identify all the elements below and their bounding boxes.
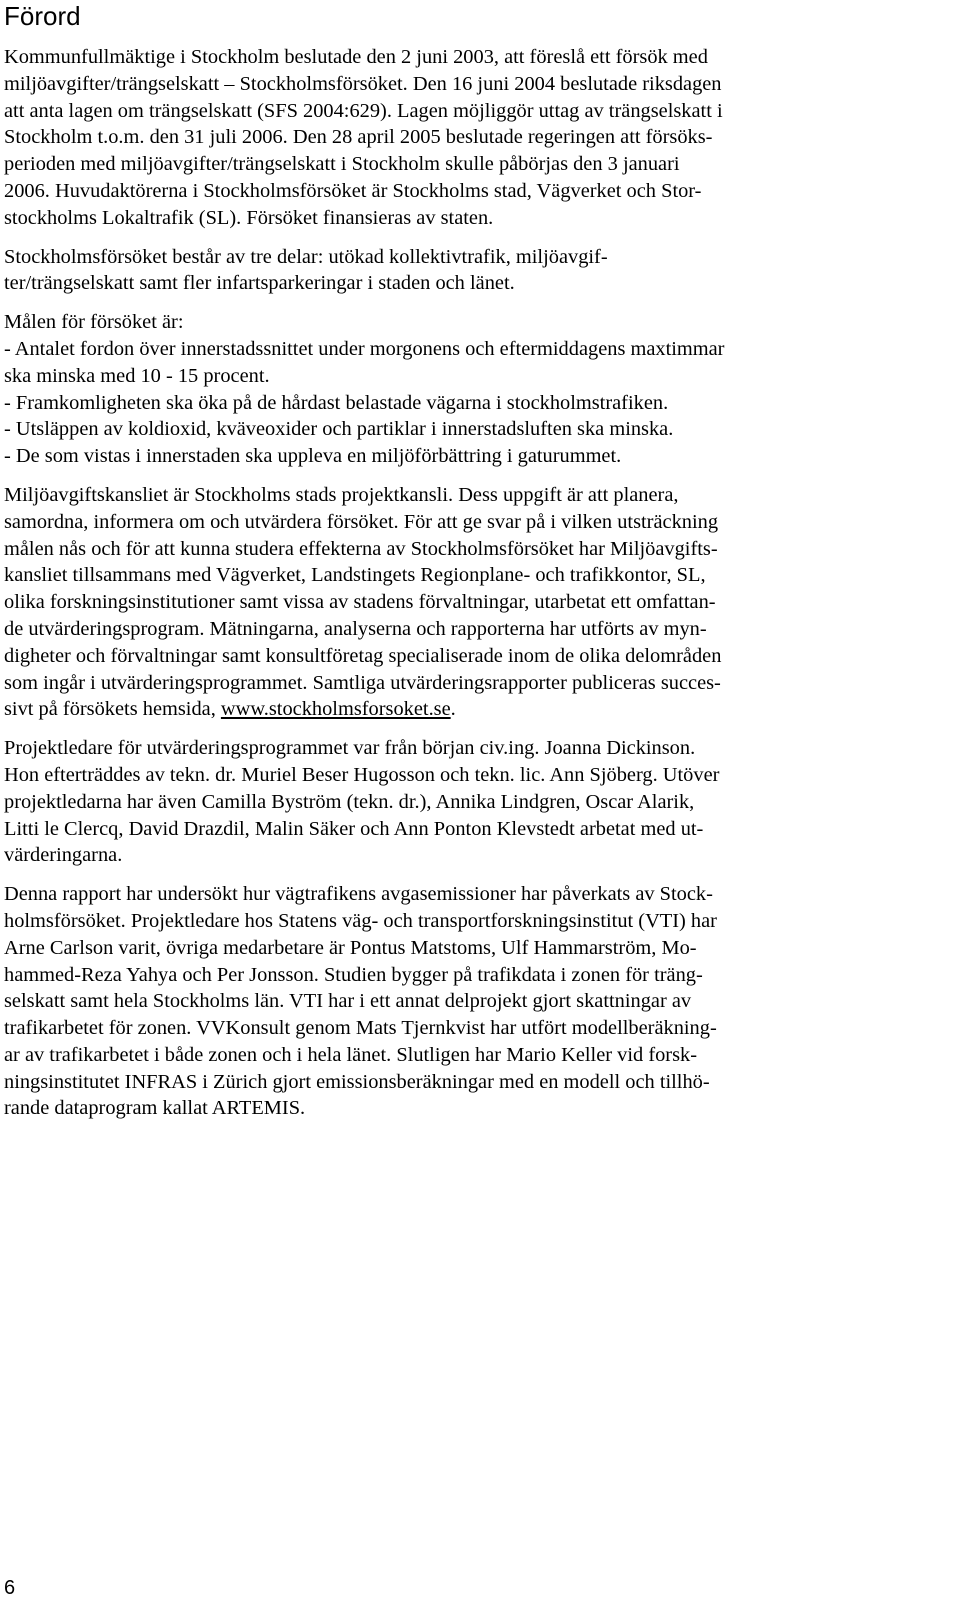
website-suffix: . [450, 698, 456, 721]
text-line: holmsförsöket. Projektledare hos Statens väg- och transportforskningsinstitut (VTI) har [4, 909, 717, 932]
text-line: Stockholm t.o.m. den 31 juli 2006. Den 28 april 2005 beslutade regeringen att försöks- [4, 126, 713, 149]
text-line: som ingår i utvärderingsprogrammet. Samtliga utvärderingsrapporter publiceras succes- [4, 671, 721, 694]
text-line: rande dataprogram kallat ARTEMIS. [4, 1097, 306, 1120]
text-line: värderingarna. [4, 844, 123, 867]
text-line: ar av trafikarbetet i både zonen och i hela länet. Slutligen har Mario Keller vid forsk- [4, 1043, 698, 1066]
text-line: olika forskningsinstitutioner samt vissa av stadens förvaltningar, utarbetat ett omfattan- [4, 591, 716, 614]
text-line: ter/trängselskatt samt fler infartsparkeringar i staden och länet. [4, 272, 515, 295]
text-line: digheter och förvaltningar samt konsultföretag specialiserade inom de olika delområden [4, 644, 722, 667]
paragraph-report [4, 881, 940, 1122]
text-line: miljöavgifter/trängselskatt – Stockholmsförsöket. Den 16 juni 2004 beslutade riksdagen [4, 72, 722, 95]
text-line: Litti le Clercq, David Drazdil, Malin Säker och Ann Ponton Klevstedt arbetat med ut- [4, 817, 704, 840]
text-line: projektledarna har även Camilla Byström (tekn. dr.), Annika Lindgren, Oscar Alarik, [4, 790, 695, 813]
text-line: - Utsläppen av koldioxid, kväveoxider och partiklar i innerstadsluften ska minska. [4, 418, 674, 441]
text-line: Denna rapport har undersökt hur vägtrafikens avgasemissioner har påverkats av Stock- [4, 883, 713, 906]
text-line: hammed-Reza Yahya och Per Jonsson. Studien bygger på trafikdata i zonen för träng- [4, 963, 703, 986]
text-line: - De som vistas i innerstaden ska uppleva en miljöförbättring i gaturummet. [4, 445, 622, 468]
text-line: Projektledare för utvärderingsprogrammet var från början civ.ing. Joanna Dickinson. [4, 737, 696, 760]
text-line: trafikarbetet för zonen. VVKonsult genom Mats Tjernkvist har utfört modellberäkning- [4, 1017, 717, 1040]
text-line: selskatt samt hela Stockholms län. VTI har i ett annat delprojekt gjort skattningar av [4, 990, 692, 1013]
text-line: målen nås och för att kunna studera effekterna av Stockholmsförsöket har Miljöavgifts- [4, 537, 718, 560]
text-line: Kommunfullmäktige i Stockholm beslutade den 2 juni 2003, att föreslå ett försök med [4, 46, 708, 68]
page-title: Förord [4, 1, 81, 31]
text-line: Hon efterträddes av tekn. dr. Muriel Beser Hugosson och tekn. lic. Ann Sjöberg. Utöver [4, 763, 720, 786]
text-line: Miljöavgiftskansliet är Stockholms stads projektkansli. Dess uppgift är att planera, [4, 483, 679, 506]
website-prefix: sivt på försökets hemsida, [4, 698, 221, 721]
text-line: ska minska med 10 - 15 procent. [4, 364, 270, 387]
text-line: Målen för försöket är: [4, 311, 184, 334]
website-link[interactable]: www.stockholmsforsoket.se [220, 698, 451, 721]
text-line: - Framkomligheten ska öka på de hårdast belastade vägarna i stockholmstrafiken. [4, 391, 669, 414]
paragraph-intro [4, 44, 940, 232]
text-line: att anta lagen om trängselskatt (SFS 2004:629). Lagen möjliggör uttag av trängselskatt i [4, 99, 723, 122]
text-line: kansliet tillsammans med Vägverket, Landstingets Regionplane- och trafikkontor, SL, [4, 564, 706, 587]
text-line: stockholms Lokaltrafik (SL). Försöket finansieras av staten. [4, 206, 494, 229]
paragraph-office [4, 482, 940, 723]
paragraph-project-leaders [4, 735, 940, 869]
text-line: 2006. Huvudaktörerna i Stockholmsförsöket är Stockholms stad, Vägverket och Stor- [4, 179, 702, 202]
text-line: de utvärderingsprogram. Mätningarna, analyserna och rapporterna har utförts av myn- [4, 617, 707, 640]
body-text [4, 44, 940, 1134]
text-line: - Antalet fordon över innerstadssnittet under morgonens och eftermiddagens maxtimmar [4, 337, 725, 360]
text-line: ningsinstitutet INFRAS i Zürich gjort emissionsberäkningar med en modell och tillhö- [4, 1070, 710, 1093]
page-number: 6 [4, 1577, 16, 1599]
text-line: samordna, informera om och utvärdera försöket. För att ge svar på i vilken utsträckning [4, 510, 719, 533]
text-line: Stockholmsförsöket består av tre delar: utökad kollektivtrafik, miljöavgif- [4, 245, 608, 268]
paragraph-goals [4, 309, 940, 470]
text-line: Arne Carlson varit, övriga medarbetare är Pontus Matstoms, Ulf Hammarström, Mo- [4, 936, 697, 959]
text-line: perioden med miljöavgifter/trängselskatt i Stockholm skulle påbörjas den 3 januari [4, 153, 680, 176]
text-line-website [4, 696, 940, 723]
paragraph-parts [4, 244, 940, 298]
